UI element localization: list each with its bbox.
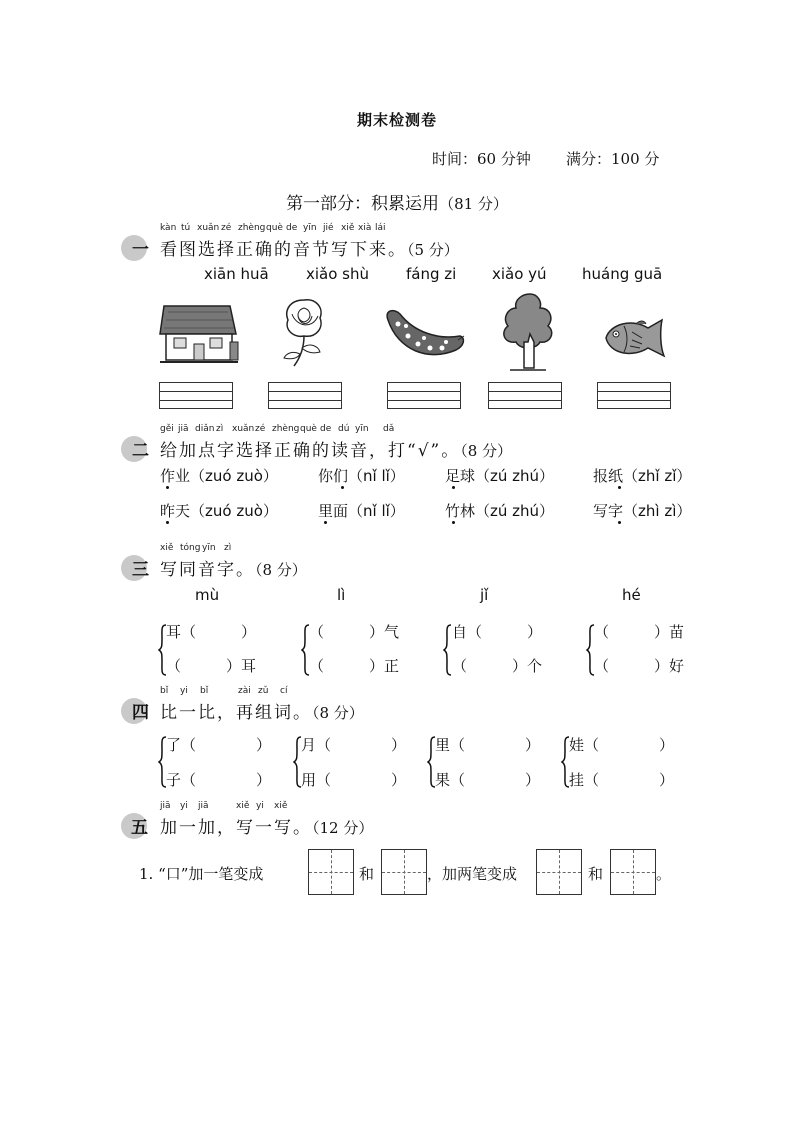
syllable-label: lì [337, 586, 346, 604]
pinyin-option: xiǎo yú [492, 265, 547, 283]
fill-blank[interactable]: 了（ ） [166, 736, 272, 754]
reading-choice[interactable]: 写字（zhì zì） [593, 502, 692, 520]
reading-choice[interactable]: 竹林（zú zhú） [445, 502, 555, 520]
s2-pinyin-row: gěi jiā diǎn zì xuǎnzé zhèngquè de dú yīn dǎ [160, 424, 395, 434]
fill-blank[interactable]: （ ）正 [309, 657, 400, 675]
section-number: 四 [132, 703, 149, 723]
fill-blank[interactable]: 月（ ） [301, 736, 407, 754]
section-title: 写同音字。（8 分） [160, 560, 307, 580]
emphasis-dot [324, 521, 327, 524]
fill-blank[interactable]: 自（ ） [452, 623, 543, 641]
reading-choice[interactable]: 足球（zú zhú） [445, 467, 555, 485]
pinyin-option: xiān huā [204, 265, 269, 283]
question-text: 。 [656, 865, 672, 883]
tianzige-box[interactable] [536, 849, 582, 895]
section-title: 给加点字选择正确的读音，打“√”。（8 分） [160, 441, 513, 461]
fill-blank[interactable]: （ ）气 [309, 623, 400, 641]
rose-icon [276, 296, 332, 368]
part-one-score: （81 分） [439, 195, 508, 213]
reading-choice[interactable]: 报纸（zhǐ zǐ） [593, 467, 692, 485]
emphasis-dot [452, 486, 455, 489]
tianzige-box[interactable] [308, 849, 354, 895]
tianzige-box[interactable] [610, 849, 656, 895]
part-one-title: 第一部分：积累运用 [286, 194, 440, 214]
emphasis-dot [166, 521, 169, 524]
fish-icon [602, 318, 670, 360]
answer-lines[interactable] [387, 382, 461, 409]
part-one-heading [0, 189, 794, 214]
s3-pinyin-row: xiě tóng yīn zì [160, 543, 232, 553]
answer-lines[interactable] [268, 382, 342, 409]
exam-title: 期末检测卷 [356, 111, 437, 129]
question-text: ，加两笔变成 [427, 865, 518, 883]
section-title: 加一加，写一写。（12 分） [160, 818, 374, 838]
answer-lines[interactable] [159, 382, 233, 409]
fill-blank[interactable]: 子（ ） [166, 771, 272, 789]
section-number: 三 [132, 560, 149, 580]
section-title: 看图选择正确的音节写下来。（5 分） [160, 240, 459, 260]
fill-blank[interactable]: 果（ ） [435, 771, 541, 789]
cucumber-icon [384, 306, 466, 364]
exam-full-score: 满分：100 分 [566, 150, 660, 168]
tianzige-box[interactable] [381, 849, 427, 895]
pinyin-option: xiǎo shù [306, 265, 370, 283]
answer-lines[interactable] [597, 382, 671, 409]
fill-blank[interactable]: 里（ ） [435, 736, 541, 754]
pinyin-option: huáng guā [582, 265, 663, 283]
fill-blank[interactable]: （ ）好 [594, 657, 685, 675]
s4-pinyin-row: bǐ yi bǐ zài zǔ cí [160, 686, 288, 696]
question-text: 和 [588, 865, 604, 883]
tree-icon [500, 292, 556, 372]
syllable-label: hé [622, 586, 641, 604]
fill-blank[interactable]: （ ）苗 [594, 623, 685, 641]
reading-choice[interactable]: 里面（nǐ lǐ） [318, 502, 405, 520]
fill-blank[interactable]: 娃（ ） [569, 736, 675, 754]
section-number: 二 [132, 441, 149, 461]
emphasis-dot [618, 521, 621, 524]
fill-blank[interactable]: 耳（ ） [166, 623, 257, 641]
syllable-label: mù [195, 586, 220, 604]
s1-pinyin-row: kàn tú xuǎn zé zhèngquè de yīn jié xiě xià lái [160, 223, 386, 233]
syllable-label: jǐ [480, 586, 489, 604]
emphasis-dot [618, 486, 621, 489]
fill-blank[interactable]: （ ）个 [452, 657, 543, 675]
question-text: 和 [359, 865, 375, 883]
emphasis-dot [452, 521, 455, 524]
house-icon [158, 302, 240, 364]
answer-lines[interactable] [488, 382, 562, 409]
reading-choice[interactable]: 你们（nǐ lǐ） [318, 467, 405, 485]
question-text: 1. “口”加一笔变成 [139, 865, 264, 883]
section-number: 一 [132, 240, 149, 260]
exam-time: 时间：60 分钟 [432, 150, 531, 168]
fill-blank[interactable]: 用（ ） [301, 771, 407, 789]
section-number: 五 [131, 818, 148, 838]
reading-choice[interactable]: 作业（zuó zuò） [160, 467, 278, 485]
s5-pinyin-row: jiā yi jiā xiě yi xiě [160, 801, 288, 811]
section-title: 比一比，再组词。（8 分） [160, 703, 364, 723]
reading-choice[interactable]: 昨天（zuó zuò） [160, 502, 278, 520]
pinyin-option: fáng zi [406, 265, 457, 283]
fill-blank[interactable]: （ ）耳 [166, 657, 257, 675]
emphasis-dot [341, 486, 344, 489]
emphasis-dot [166, 486, 169, 489]
fill-blank[interactable]: 挂（ ） [569, 771, 675, 789]
